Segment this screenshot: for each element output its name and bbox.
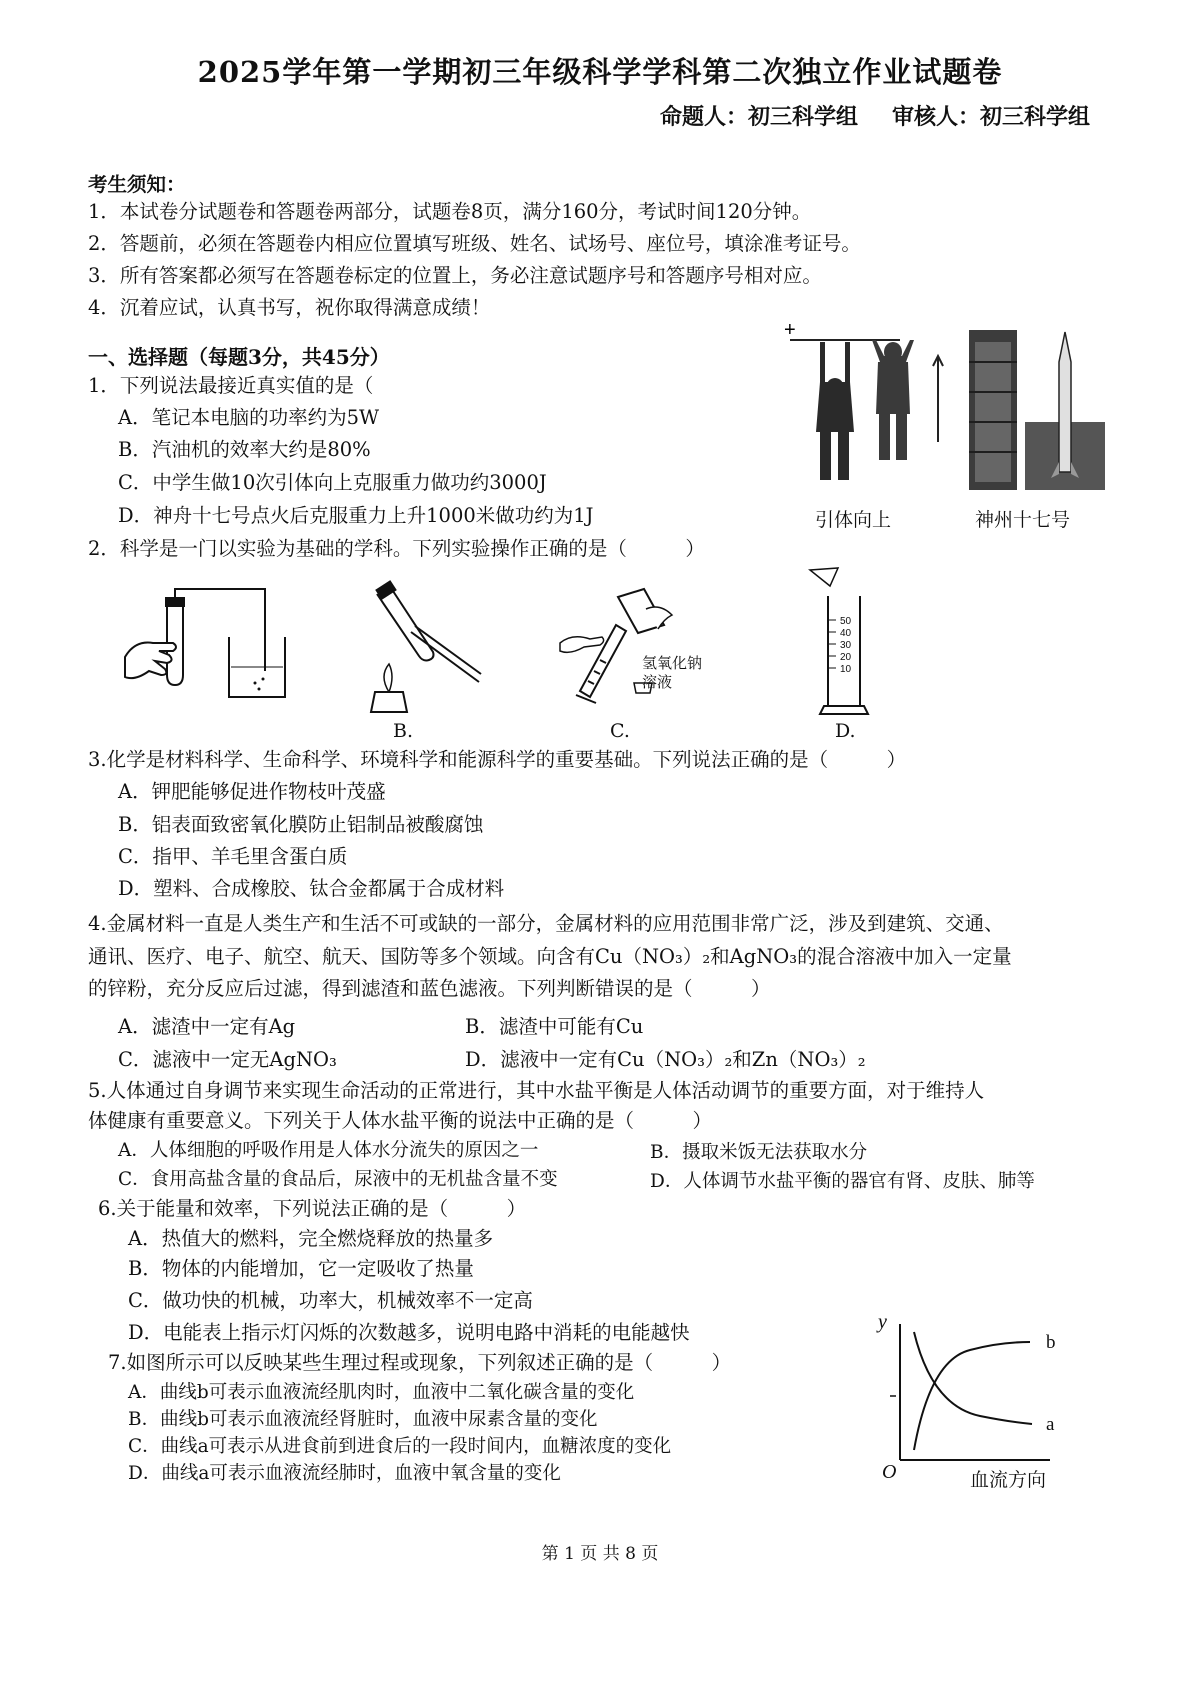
q2-solution-label bbox=[642, 654, 702, 692]
q6-option-c: C．做功快的机械，功率大，机械效率不一定高 bbox=[128, 1289, 533, 1312]
curve-a bbox=[914, 1332, 1032, 1424]
q2-stem: 2．科学是一门以实验为基础的学科。下列实验操作正确的是（ ） bbox=[88, 537, 705, 560]
q7-option-c: C．曲线a可表示从进食前到进食后的一段时间内，血糖浓度的变化 bbox=[128, 1436, 672, 1457]
notice-item: 4．沉着应试，认真书写，祝你取得满意成绩！ bbox=[88, 296, 491, 319]
q3-option-a: A．钾肥能够促进作物枝叶茂盛 bbox=[118, 780, 386, 803]
setter: 命题人：初三科学组 bbox=[659, 104, 858, 130]
q1-option-c: C．中学生做10次引体向上克服重力做功约3000J bbox=[118, 471, 547, 494]
q5-option-a: A．人体细胞的呼吸作用是人体水分流失的原因之一 bbox=[118, 1140, 539, 1161]
q7-option-a: A．曲线b可表示血液流经肌肉时，血液中二氧化碳含量的变化 bbox=[128, 1382, 635, 1403]
q1-option-b: B．汽油机的效率大约是80% bbox=[118, 438, 371, 461]
page-title: 2025学年第一学期初三年级科学学科第二次独立作业试题卷 bbox=[197, 55, 1003, 89]
q2-label-c: C. bbox=[610, 720, 630, 742]
q4-stem-line: 4.金属材料一直是人类生产和生活不可或缺的一部分，金属材料的应用范围非常广泛，涉及到建筑、交通、 bbox=[88, 912, 1004, 935]
graph-label-a: a bbox=[1046, 1414, 1055, 1435]
q7-option-b: B．曲线b可表示血液流经肾脏时，血液中尿素含量的变化 bbox=[128, 1409, 598, 1430]
reviewer: 审核人：初三科学组 bbox=[891, 104, 1090, 130]
graph-y-label: y bbox=[878, 1311, 887, 1333]
cylinder-tick: 30 bbox=[840, 640, 852, 651]
q5-stem-line: 5.人体通过自身调节来实现生命活动的正常进行，其中水盐平衡是人体活动调节的重要方面，对于维持人 bbox=[88, 1079, 985, 1102]
notice-heading: 考生须知： bbox=[88, 173, 186, 196]
q6-option-d: D．电能表上指示灯闪烁的次数越多，说明电路中消耗的电能越快 bbox=[128, 1321, 690, 1344]
q1-option-a: A．笔记本电脑的功率约为5W bbox=[118, 406, 380, 429]
q1-figure-label-rocket: 神州十七号 bbox=[975, 509, 1071, 531]
q1-stem: 1．下列说法最接近真实值的是（ bbox=[88, 374, 374, 397]
notice-item: 3．所有答案都必须写在答题卷标定的位置上，务必注意试题序号和答题序号相对应。 bbox=[88, 264, 822, 287]
cylinder-tick: 10 bbox=[840, 664, 852, 675]
section-heading: 一、选择题（每题3分，共45分） bbox=[88, 345, 390, 369]
q7-option-d: D．曲线a可表示血液流经肺时，血液中氧含量的变化 bbox=[128, 1463, 561, 1484]
q6-stem: 6.关于能量和效率，下列说法正确的是（ ） bbox=[98, 1197, 527, 1220]
cylinder-tick: 20 bbox=[840, 652, 852, 663]
cylinder-tick: 50 bbox=[840, 616, 852, 627]
cylinder-tick: 40 bbox=[840, 628, 852, 639]
graph-x-label: 血流方向 bbox=[970, 1469, 1047, 1491]
q4-stem-line: 通讯、医疗、电子、航空、航天、国防等多个领域。向含有Cu（NO₃）₂和AgNO₃的混合溶液中加入一定量 bbox=[88, 945, 1012, 968]
q1-option-d: D．神舟十七号点火后克服重力上升1000米做功约为1J bbox=[118, 504, 594, 527]
page-number: 第 1 页 共 8 页 bbox=[541, 1544, 659, 1564]
q2-label-d: D. bbox=[835, 720, 856, 742]
q3-stem: 3.化学是材料科学、生命科学、环境科学和能源科学的重要基础。下列说法正确的是（ ） bbox=[88, 748, 907, 771]
q6-option-a: A．热值大的燃料，完全燃烧释放的热量多 bbox=[128, 1227, 494, 1250]
pull-up-figure bbox=[784, 319, 950, 492]
notice-item: 2．答题前，必须在答题卷内相应位置填写班级、姓名、试场号、座位号，填涂准考证号。 bbox=[88, 232, 861, 255]
svg-text:+: + bbox=[784, 319, 796, 341]
q7-graph bbox=[870, 1310, 1070, 1490]
q4-option-c: C．滤液中一定无AgNO₃ bbox=[118, 1048, 337, 1071]
q7-stem: 7.如图所示可以反映某些生理过程或现象，下列叙述正确的是（ ） bbox=[108, 1351, 732, 1374]
q2-label-b: B. bbox=[393, 720, 414, 742]
q5-option-d: D．人体调节水盐平衡的器官有肾、皮肤、肺等 bbox=[650, 1171, 1035, 1192]
q2-figure-d bbox=[808, 568, 888, 718]
q2-figure-b bbox=[355, 580, 485, 715]
graph-origin: O bbox=[882, 1461, 897, 1483]
q3-option-c: C．指甲、羊毛里含蛋白质 bbox=[118, 845, 348, 868]
q1-figure-label-pullup: 引体向上 bbox=[815, 509, 892, 531]
graph-label-b: b bbox=[1046, 1332, 1056, 1353]
curve-b bbox=[914, 1342, 1030, 1450]
q5-option-c: C．食用高盐含量的食品后，尿液中的无机盐含量不变 bbox=[118, 1169, 558, 1190]
q6-option-b: B．物体的内能增加，它一定吸收了热量 bbox=[128, 1257, 474, 1280]
q4-stem-line: 的锌粉，充分反应后过滤，得到滤渣和蓝色滤液。下列判断错误的是（ ） bbox=[88, 977, 771, 1000]
solution-label-line: 氢氧化钠 bbox=[642, 654, 703, 672]
q3-option-b: B．铝表面致密氧化膜防止铝制品被酸腐蚀 bbox=[118, 813, 484, 836]
q4-option-a: A．滤渣中一定有Ag bbox=[118, 1015, 296, 1038]
q4-option-b: B．滤渣中可能有Cu bbox=[465, 1015, 644, 1038]
solution-label-line: 溶液 bbox=[642, 673, 673, 691]
q3-option-d: D．塑料、合成橡胶、钛合金都属于合成材料 bbox=[118, 877, 505, 900]
q2-figure-a bbox=[125, 585, 290, 710]
q5-option-b: B．摄取米饭无法获取水分 bbox=[650, 1142, 868, 1163]
q5-stem-line: 体健康有重要意义。下列关于人体水盐平衡的说法中正确的是（ ） bbox=[88, 1109, 713, 1132]
notice-item: 1．本试卷分试题卷和答题卷两部分，试题卷8页，满分160分，考试时间120分钟。 bbox=[88, 200, 812, 223]
rocket-figure bbox=[965, 322, 1115, 492]
author-line bbox=[660, 100, 1090, 131]
q4-option-d: D．滤液中一定有Cu（NO₃）₂和Zn（NO₃）₂ bbox=[465, 1048, 866, 1071]
